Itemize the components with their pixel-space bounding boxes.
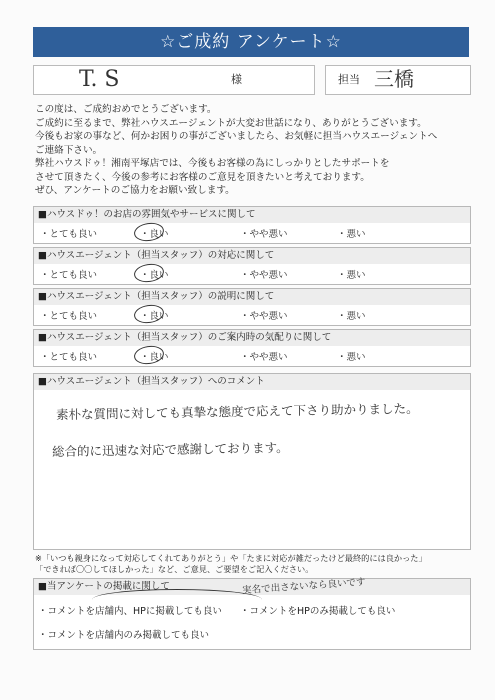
- comment-heading: ■ハウスエージェント（担当スタッフ）へのコメント: [34, 374, 470, 390]
- staff-name-handwritten: 三橋: [374, 67, 414, 91]
- option-somewhat-bad[interactable]: ・やや悪い: [240, 270, 288, 281]
- intro-line: ぜひ、アンケートのご協力をお願い致します。: [35, 185, 235, 196]
- rating-options: [34, 264, 470, 284]
- rating-options: [34, 305, 470, 325]
- comment-section: [33, 373, 471, 550]
- intro-line: ご連絡下さい。: [35, 144, 103, 156]
- option-very-good[interactable]: ・とても良い: [40, 270, 98, 281]
- publication-section: [33, 578, 471, 650]
- footnote-line: ※「いつも親身になって対応してくれてありがとう」や「たまに対応が雑だったけど最終的には良かった」: [35, 553, 427, 563]
- intro-line: この度は、ご成約おめでとうございます。: [35, 104, 217, 115]
- option-good[interactable]: [140, 349, 169, 363]
- comment-handwritten-line: 素朴な質問に対しても真摯な態度で応えて下さり助かりました。: [55, 400, 419, 423]
- question-agent-response: [33, 247, 471, 285]
- option-good-label: ・良い: [140, 270, 169, 281]
- option-bad[interactable]: ・悪い: [337, 352, 366, 363]
- option-somewhat-bad[interactable]: ・やや悪い: [240, 352, 288, 363]
- comment-footnote: [35, 553, 427, 575]
- option-good-label: ・良い: [140, 229, 169, 240]
- option-good[interactable]: [140, 308, 169, 322]
- customer-name-handwritten: T. S: [79, 67, 120, 92]
- publish-store-and-hp-option[interactable]: ・コメントを店舗内、HPに掲載しても良い: [38, 606, 222, 617]
- publication-heading: ■当アンケートの掲載に関して: [34, 579, 470, 595]
- question-heading: ■ハウスエージェント（担当スタッフ）の説明に関して: [34, 289, 470, 305]
- option-bad[interactable]: ・悪い: [337, 229, 366, 240]
- option-very-good[interactable]: ・とても良い: [40, 229, 98, 240]
- rating-options: [34, 223, 470, 243]
- intro-line: 今後もお家の事など、何かお困りの事がございましたら、お気軽に担当ハウスエージェントへ: [35, 131, 438, 142]
- staff-label: 担当: [338, 73, 360, 86]
- intro-line: させて頂きたく、今後の参考にお客様のご意見を頂きたいと考えております。: [35, 171, 370, 183]
- question-store-atmosphere: [33, 206, 471, 244]
- rating-options: [34, 346, 470, 366]
- option-somewhat-bad[interactable]: ・やや悪い: [240, 311, 288, 322]
- question-heading: ■ハウスエージェント（担当スタッフ）の対応に関して: [34, 248, 470, 264]
- publish-store-only-option[interactable]: ・コメントを店舗内のみ掲載しても良い: [38, 630, 210, 641]
- option-very-good[interactable]: ・とても良い: [40, 311, 98, 322]
- customer-name-box: [33, 65, 315, 95]
- question-heading: ■ハウスドゥ！のお店の雰囲気やサービスに関して: [34, 207, 470, 223]
- question-agent-explanation: [33, 288, 471, 326]
- intro-line: ご成約に至るまで、弊社ハウスエージェントが大変お世話になり、ありがとうございます。: [35, 117, 427, 129]
- option-bad[interactable]: ・悪い: [337, 311, 366, 322]
- option-good-label: ・良い: [140, 352, 169, 363]
- option-good[interactable]: [140, 226, 169, 240]
- option-good-label: ・良い: [140, 311, 169, 322]
- comment-handwritten-line: 総合的に迅速な対応で感謝しております。: [51, 439, 289, 460]
- intro-line: 弊社ハウスドゥ！湘南平塚店では、今後もお客様の為にしっかりとしたサポートを: [35, 158, 390, 169]
- staff-box: [325, 65, 471, 95]
- publication-handwritten-note: 実名で出さないなら良いです: [241, 576, 366, 597]
- publish-hp-only-option[interactable]: ・コメントをHPのみ掲載しても良い: [240, 606, 396, 617]
- customer-honorific: 様: [231, 73, 242, 86]
- footnote-line: 「できれば〇〇してほしかった」など、ご意見、ご要望をご記入ください。: [35, 564, 314, 574]
- question-heading: ■ハウスエージェント（担当スタッフ）のご案内時の気配りに関して: [34, 330, 470, 346]
- option-good[interactable]: [140, 267, 169, 281]
- question-agent-attentiveness: [33, 329, 471, 367]
- option-bad[interactable]: ・悪い: [337, 270, 366, 281]
- option-very-good[interactable]: ・とても良い: [40, 352, 98, 363]
- page-title: ☆ご成約 アンケート☆: [33, 27, 469, 57]
- intro-text: [35, 103, 475, 198]
- option-somewhat-bad[interactable]: ・やや悪い: [240, 229, 288, 240]
